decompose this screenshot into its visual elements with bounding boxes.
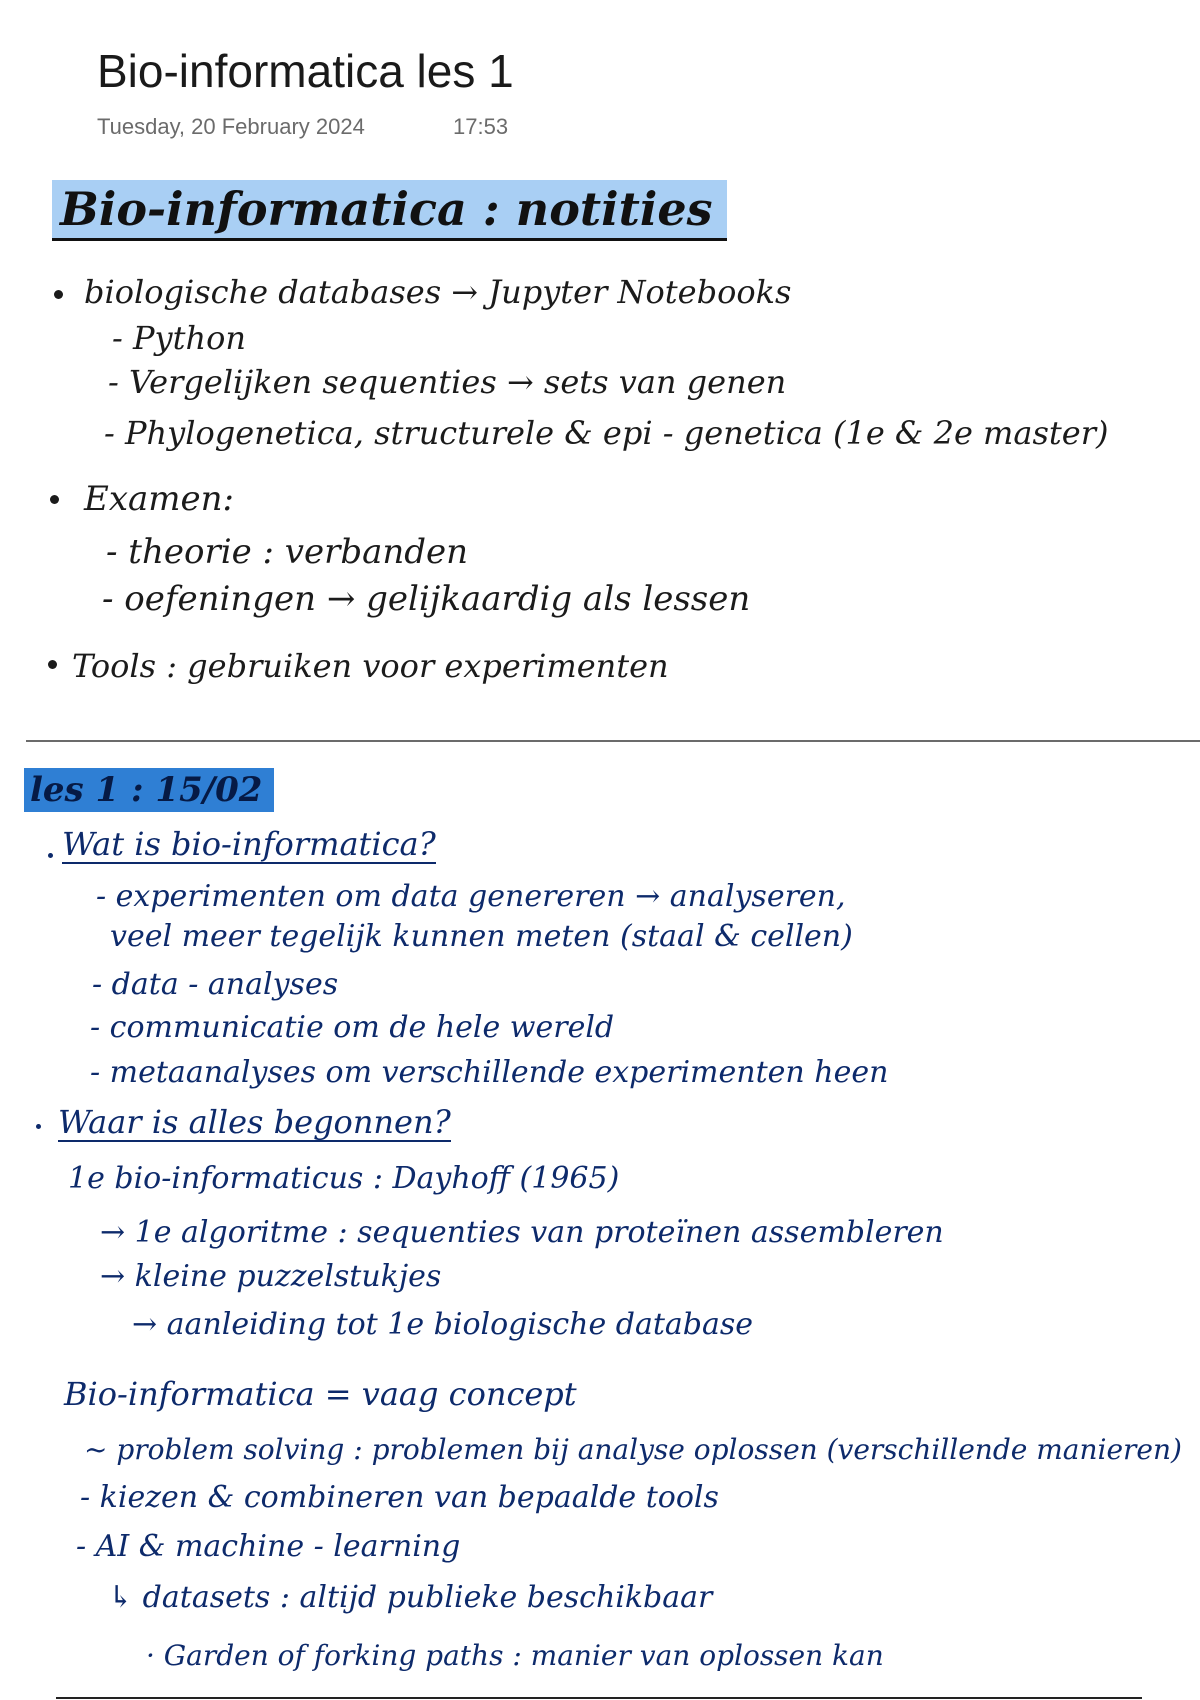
note-line: - Phylogenetica, structurele & epi - genetica (1e & 2e master) <box>104 414 1109 452</box>
note-line: - Vergelijken sequenties → sets van genen <box>108 363 787 401</box>
lesson-line: - experimenten om data genereren → analyseren, <box>96 879 846 914</box>
lesson-line: veel meer tegelijk kunnen meten (staal & cellen) <box>110 919 853 954</box>
section-divider <box>26 740 1200 742</box>
lesson-line: ~ problem solving : problemen bij analyse oplossen (verschillende manieren) <box>84 1433 1182 1466</box>
lesson-line: · Garden of forking paths : manier van oplossen kan <box>146 1639 884 1672</box>
page-time: 17:53 <box>453 114 509 139</box>
lesson-line: - AI & machine - learning <box>76 1529 461 1564</box>
note-line: Tools : gebruiken voor experimenten <box>72 647 669 685</box>
lesson-line: → kleine puzzelstukjes <box>100 1259 442 1294</box>
lesson-heading: les 1 : 15/02 <box>24 768 274 812</box>
lesson-line: → 1e algoritme : sequenties van proteïnen assembleren <box>100 1215 944 1250</box>
lesson-line: → aanleiding tot 1e biologische database <box>132 1307 754 1342</box>
lesson-question: Wat is bio-informatica? <box>62 825 436 863</box>
page-date: Tuesday, 20 February 2024 <box>97 114 365 139</box>
bullet-icon <box>48 660 57 669</box>
page-bottom-line <box>56 1697 1142 1699</box>
note-line: biologische databases → Jupyter Notebooks <box>84 273 792 311</box>
note-line: - theorie : verbanden <box>106 532 469 572</box>
note-line: Examen: <box>84 479 234 519</box>
lesson-line: - data - analyses <box>92 967 339 1002</box>
bullet-icon <box>50 495 59 504</box>
bullet-icon <box>54 290 63 299</box>
note-line: - oefeningen → gelijkaardig als lessen <box>102 579 751 619</box>
lesson-line: - metaanalyses om verschillende experimenten heen <box>90 1055 889 1090</box>
bullet-icon <box>36 1124 41 1129</box>
page-title: Bio-informatica les 1 <box>97 45 514 97</box>
note-line: - Python <box>112 319 246 357</box>
lesson-line: - kiezen & combineren van bepaalde tools <box>80 1480 719 1515</box>
notes-heading: Bio-informatica : notities <box>52 180 727 241</box>
lesson-question: Waar is alles begonnen? <box>58 1103 451 1141</box>
lesson-line: ↳ datasets : altijd publieke beschikbaar <box>108 1580 713 1615</box>
bullet-icon <box>48 853 53 858</box>
lesson-line: - communicatie om de hele wereld <box>90 1010 615 1045</box>
lesson-line: 1e bio-informaticus : Dayhoff (1965) <box>68 1161 620 1196</box>
lesson-line: Bio-informatica = vaag concept <box>64 1375 577 1413</box>
